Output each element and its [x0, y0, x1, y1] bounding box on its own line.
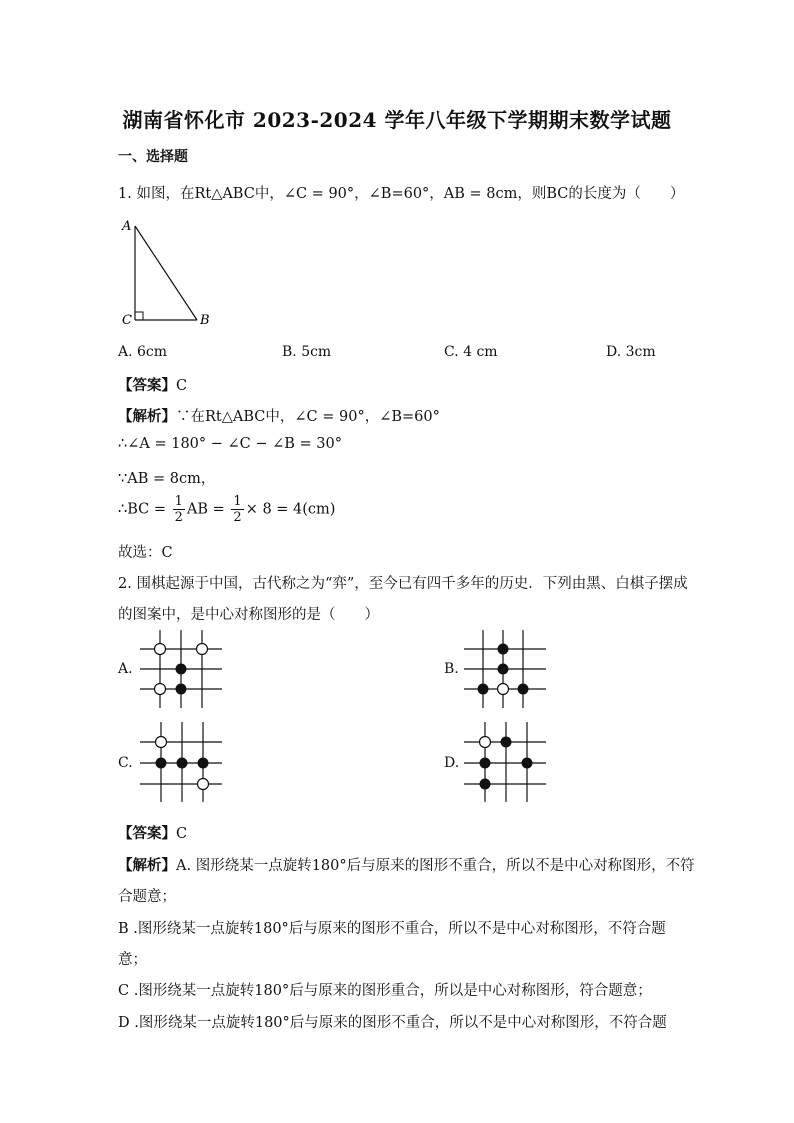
white-stone	[198, 779, 209, 790]
black-stone	[198, 758, 209, 769]
go-board-a	[138, 628, 228, 712]
q1-choose: 故选：C	[118, 545, 173, 561]
black-stone	[478, 684, 489, 695]
fraction-numerator: 1	[233, 494, 242, 509]
q2-option-d-label: D.	[444, 755, 460, 771]
q1-option-a: A. 6cm	[118, 344, 168, 360]
black-stone	[480, 758, 491, 769]
vertex-b-label: B	[200, 313, 210, 328]
white-stone	[155, 684, 166, 695]
q1-triangle-figure	[118, 216, 228, 331]
q2-analysis-line: A. 图形绕某一点旋转180°后与原来的图形不重合，所以不是中心对称图形，不符	[176, 858, 695, 874]
q2-answer: C	[176, 826, 188, 842]
q2-option-b-label: B.	[444, 661, 459, 677]
white-stone	[155, 644, 166, 655]
fraction-denominator: 2	[174, 510, 183, 525]
go-board-c	[138, 720, 228, 806]
q1-formula	[118, 494, 335, 525]
q2-stem-line1: 2. 围棋起源于中国，古代称之为“弈”，至今已有四千多年的历史．下列由黑、白棋子摆成	[118, 576, 688, 592]
formula-mid: AB =	[186, 501, 225, 518]
q1-stem: 1. 如图，在Rt△ABC中，∠C = 90°，∠B=60°，AB = 8cm，则BC的长度为（ ）	[118, 186, 685, 202]
q1-option-b: B. 5cm	[282, 344, 332, 360]
black-stone	[522, 758, 533, 769]
section-heading: 一、选择题	[118, 149, 188, 165]
q1-analysis-row	[118, 405, 440, 426]
page-title: 湖南省怀化市 2023-2024 学年八年级下学期期末数学试题	[122, 108, 672, 132]
vertex-c-label: C	[122, 313, 132, 328]
black-stone	[177, 758, 188, 769]
q2-answer-row	[118, 822, 187, 843]
q1-answer-tag: 【答案】	[118, 377, 176, 394]
formula-suffix: × 8 = 4(cm)	[245, 501, 336, 518]
black-stone	[176, 684, 187, 695]
q2-analysis-line: B .图形绕某一点旋转180°后与原来的图形不重合，所以不是中心对称图形，不符合题	[118, 921, 666, 937]
q1-option-c: C. 4 cm	[444, 344, 498, 360]
black-stone	[518, 684, 529, 695]
q1-answer-row	[118, 374, 187, 395]
q2-option-c-label: C.	[118, 755, 133, 771]
black-stone	[501, 737, 512, 748]
q2-answer-tag: 【答案】	[118, 825, 176, 842]
black-stone	[176, 664, 187, 675]
fraction-half	[231, 494, 243, 525]
q2-stem-line2: 的图案中，是中心对称图形的是（ ）	[118, 607, 379, 623]
q1-analysis-line: ∴∠A = 180° − ∠C − ∠B = 30°	[118, 436, 342, 452]
q1-analysis-line: ∵AB = 8cm，	[118, 471, 216, 487]
white-stone	[197, 644, 208, 655]
q2-analysis-line: D .图形绕某一点旋转180°后与原来的图形不重合，所以不是中心对称图形，不符合题	[118, 1015, 667, 1031]
q1-answer: C	[176, 378, 188, 394]
q2-analysis-line: C .图形绕某一点旋转180°后与原来的图形重合，所以是中心对称图形，符合题意；	[118, 983, 652, 999]
q1-option-d: D. 3cm	[606, 344, 656, 360]
black-stone	[498, 664, 509, 675]
go-board-d	[462, 720, 552, 806]
vertex-a-label: A	[122, 219, 132, 234]
black-stone	[480, 779, 491, 790]
black-stone	[498, 644, 509, 655]
q2-analysis-line: 意；	[118, 952, 147, 968]
q2-analysis-row	[118, 854, 695, 875]
white-stone	[498, 684, 509, 695]
go-board-b	[462, 628, 552, 712]
q1-analysis-tag: 【解析】	[118, 408, 176, 425]
q2-option-a-label: A.	[118, 661, 133, 677]
fraction-half	[173, 494, 185, 525]
q2-analysis-tag: 【解析】	[118, 857, 176, 874]
q1-analysis-line: ∵在Rt△ABC中，∠C = 90°，∠B=60°	[176, 409, 440, 425]
white-stone	[480, 737, 491, 748]
formula-prefix: ∴BC =	[118, 501, 167, 518]
white-stone	[156, 737, 167, 748]
q2-analysis-line: 合题意；	[118, 889, 176, 905]
fraction-numerator: 1	[174, 494, 183, 509]
black-stone	[156, 758, 167, 769]
fraction-denominator: 2	[233, 510, 242, 525]
